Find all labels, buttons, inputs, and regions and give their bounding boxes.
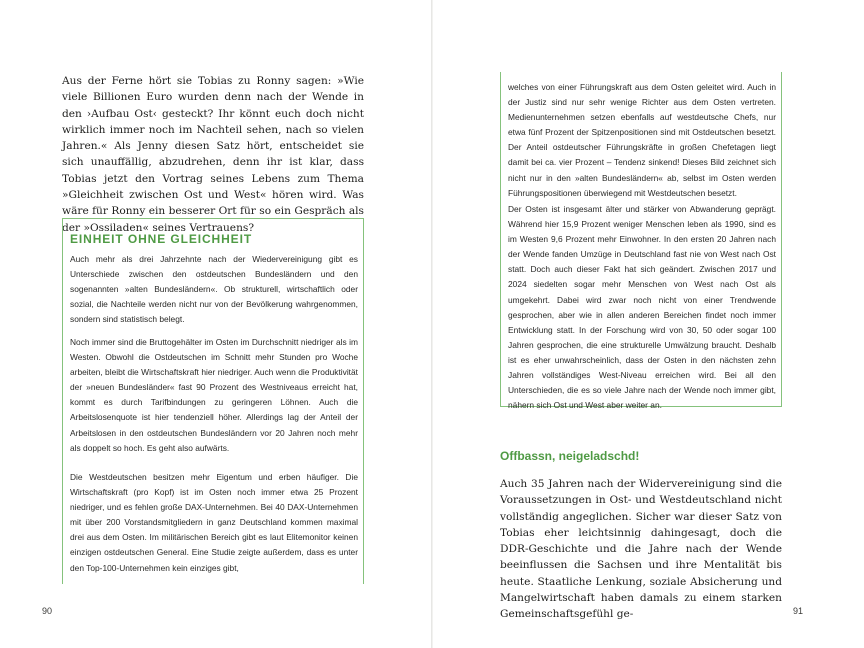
page-number-right: 91 (793, 606, 804, 616)
infobox-paragraph: Auch mehr als drei Jahrzehnte nach der Wiedervereinigung gibt es Unterschiede zwischen den ostdeutschen Bundesländern und den sogenannten »alten Bundesländern«. Ob strukturell, wirtschaftlich oder sozial, die Nachteile werden nicht nur von der Bevölkerung wahrgenommen, sondern sind statistisch belegt. (70, 254, 358, 325)
section-paragraph: Auch 35 Jahren nach der Widervereinigung sind die Voraussetzungen in Ost- und Westdeutschland nicht vollständig angeglichen. Sicher war dieser Satz von Tobias eher leichtsinnig dahingesagt, doch die DDR-Geschichte und die Jahre nach der Wende beeinflussen die Sachsen und ihre Mentalität bis heute. Staatliche Lenkung, soziale Absicherung und Mangelwirtschaft haben damals zu einem starken Gemeinschaftsgefühl ge- (500, 478, 782, 621)
infobox-paragraph: welches von einer Führungskraft aus dem Osten geleitet wird. Auch in der Justiz sind nur sehr wenige Richter aus dem Osten vertreten. Medienunternehmen setzen ebenfalls auf westdeutsche Chefs, nur etwa fünf Prozent der Spitzenpositionen sind mit Ostdeutschen besetzt. Der Anteil ostdeutscher Führungskräfte in großen Chefetagen liegt damit bei ca. vier Prozent – Tendenz sinkend! Dieses Bild zeichnet sich nicht nur in den »alten Bundesländern« ab, selbst im Osten werden Führungspositionen überwiegend mit Westdeutschen besetzt. (508, 82, 776, 198)
intro-paragraph: Aus der Ferne hört sie Tobias zu Ronny sagen: »Wie viele Billionen Euro wurden denn nach der Wende in den ›Aufbau Ost‹ gesteckt? Ihr könnt euch doch nicht wirklich immer noch im Nachteil sehen, nach so vielen Jahren.« Als Jenny diesen Satz hört, entscheidet sie sich unauffällig, abzudrehen, denn ihr ist klar, dass Tobias jetzt den Vortrag seines Lebens zum Thema »Gleichheit zwischen Ost und West« hören wird. Was wäre für Ronny ein besserer Ort für so ein Gespräch als der »Ossiladen« seines Vertrauens? (62, 75, 364, 234)
infobox-heading: EINHEIT OHNE GLEICHHEIT (70, 232, 253, 246)
infobox-paragraph: Der Osten ist insgesamt älter und stärker von Abwanderung geprägt. Während hier 15,9 Prozent weniger Menschen leben als 1990, sind es im Westen 9,6 Prozent mehr Einwohner. In den ersten 20 Jahren nach der Wende fanden Umzüge in Deutschland fast nie von West nach Ost statt. Doch auch dieser Fakt hat sich geändert. Zwischen 2017 und 2024 siedelten sogar mehr Menschen von West nach Ost als umgekehrt. Dabei wird zwar noch nicht von einer Trendwende gesprochen, aber wie in allen anderen Bereichen findet noch immer Entwicklung statt. In der Forschung wird von 30, 50 oder sogar 100 Jahren gesprochen, die eine strukturelle Umwälzung braucht. Deshalb ist es eher unwahrscheinlich, dass der Osten in den nächsten zehn Jahren vollständiges West-Niveau erreichen wird. Bei all den Unterschieden, die es so viele Jahre nach der Wende noch immer gibt, nähern sich Ost und West aber weiter an. (508, 204, 776, 411)
book-gutter (431, 0, 433, 648)
infobox-paragraph: Noch immer sind die Bruttogehälter im Osten im Durchschnitt niedriger als im Westen. Obwohl die Ostdeutschen im Schnitt mehr Stunden pro Woche arbeiten, bleibt die Wirtschaftskraft hier niedriger. Auch wenn die Produktivität der »neuen Bundesländer« fast 90 Prozent des Westniveaus erreicht hat, kommt es durch Tarifbindungen zu geringeren Löhnen. Auch die Arbeitslosenquote ist hier tendenziell höher. Allerdings lag der Anteil der Arbeitslosen in den ostdeutschen Bundesländern vor 20 Jahren noch mehr als doppelt so hoch. Es geht also aufwärts. (70, 337, 358, 453)
section-heading: Offbassn, neigeladschd! (500, 449, 640, 463)
page-number-left: 90 (42, 606, 53, 616)
infobox-paragraph: Die Westdeutschen besitzen mehr Eigentum und erben häufiger. Die Wirtschaftskraft (pro Kopf) ist im Osten noch immer etwa 25 Prozent niedriger, und es fehlen große DAX-Unternehmen. Bei 40 DAX-Unternehmen mit über 200 Vorstandsmitgliedern in ganz Deutschland kommen maximal drei aus dem Osten. Im militärischen Bereich gibt es laut Elitemonitor keinen einzigen ostdeutschen General. Eine Studie zeigte außerdem, dass es unter den Top-100-Unternehmen kein einziges gibt, (70, 472, 358, 573)
